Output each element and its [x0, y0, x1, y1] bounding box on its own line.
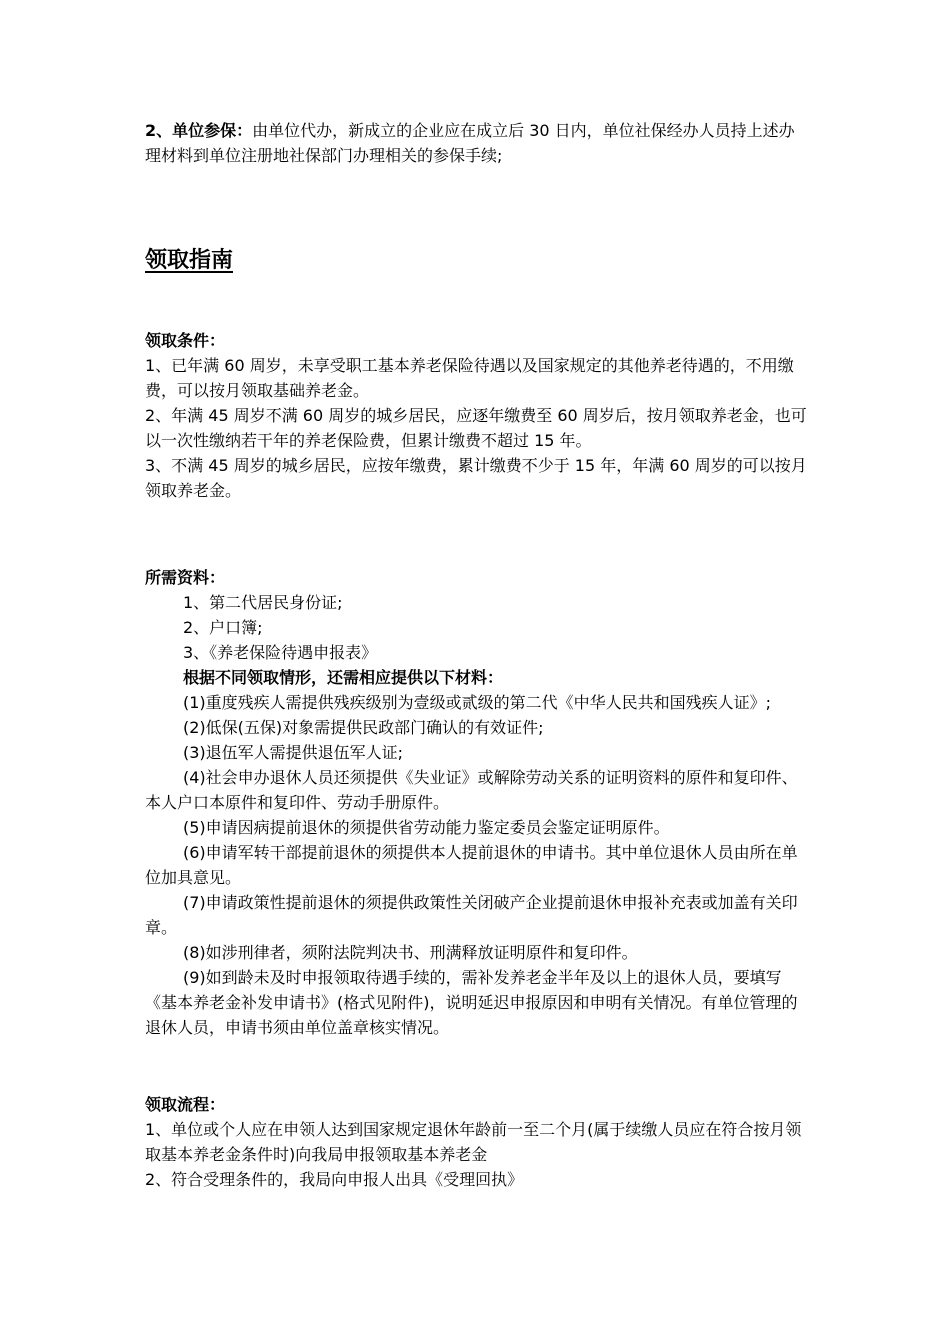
extra-material-item: (7)申请政策性提前退休的须提供政策性关闭破产企业提前退休申报补充表或加盖有关印章。	[145, 893, 798, 937]
intro-label: 2、单位参保：	[145, 121, 253, 140]
material-item: 2、户口簿;	[183, 618, 263, 637]
condition-item: 2、年满 45 周岁不满 60 周岁的城乡居民，应逐年缴费至 60 周岁后，按月领取养老金，也可以一次性缴纳若干年的养老保险费，但累计缴费不超过 15 年。	[145, 406, 807, 450]
process-heading: 领取流程：	[145, 1095, 226, 1114]
material-item: 3、《养老保险待遇申报表》	[183, 643, 378, 662]
extra-material-item: (1)重度残疾人需提供残疾级别为壹级或贰级的第二代《中华人民共和国残疾人证》;	[183, 693, 772, 712]
process-item: 2、符合受理条件的，我局向申报人出具《受理回执》	[145, 1170, 524, 1189]
extra-material-item: (2)低保(五保)对象需提供民政部门确认的有效证件;	[183, 718, 544, 737]
materials-heading: 所需资料：	[145, 568, 226, 587]
intro-paragraph	[145, 118, 810, 168]
section-title: 领取指南	[145, 248, 234, 273]
extra-materials-heading: 根据不同领取情形，还需相应提供以下材料：	[183, 668, 504, 687]
conditions-heading: 领取条件：	[145, 331, 226, 350]
extra-material-item: (9)如到龄未及时申报领取待遇手续的，需补发养老金半年及以上的退休人员，要填写《基本养老金补发申请书》(格式见附件)，说明延迟申报原因和申明有关情况。有单位管理的退休人员，申请书须由单位盖章核实情况。	[145, 968, 798, 1037]
extra-material-item: (6)申请军转干部提前退休的须提供本人提前退休的申请书。其中单位退休人员由所在单位加具意见。	[145, 843, 798, 887]
extra-material-item: (8)如涉刑律者，须附法院判决书、刑满释放证明原件和复印件。	[183, 943, 638, 962]
condition-item: 3、不满 45 周岁的城乡居民，应按年缴费，累计缴费不少于 15 年，年满 60 周岁的可以按月领取养老金。	[145, 456, 807, 500]
condition-item: 1、已年满 60 周岁，未享受职工基本养老保险待遇以及国家规定的其他养老待遇的，不用缴费，可以按月领取基础养老金。	[145, 356, 794, 400]
extra-material-item: (5)申请因病提前退休的须提供省劳动能力鉴定委员会鉴定证明原件。	[183, 818, 670, 837]
process-item: 1、单位或个人应在申领人达到国家规定退休年龄前一至二个月(属于续缴人员应在符合按月领取基本养老金条件时)向我局申报领取基本养老金	[145, 1120, 802, 1164]
extra-material-item: (4)社会申办退休人员还须提供《失业证》或解除劳动关系的证明资料的原件和复印件、本人户口本原件和复印件、劳动手册原件。	[145, 768, 798, 812]
intro-text: 由单位代办，新成立的企业应在成立后 30 日内，单位社保经办人员持上述办理材料到单位注册地社保部门办理相关的参保手续;	[145, 121, 795, 165]
extra-material-item: (3)退伍军人需提供退伍军人证;	[183, 743, 404, 762]
material-item: 1、第二代居民身份证;	[183, 593, 343, 612]
document-page	[145, 118, 810, 1192]
